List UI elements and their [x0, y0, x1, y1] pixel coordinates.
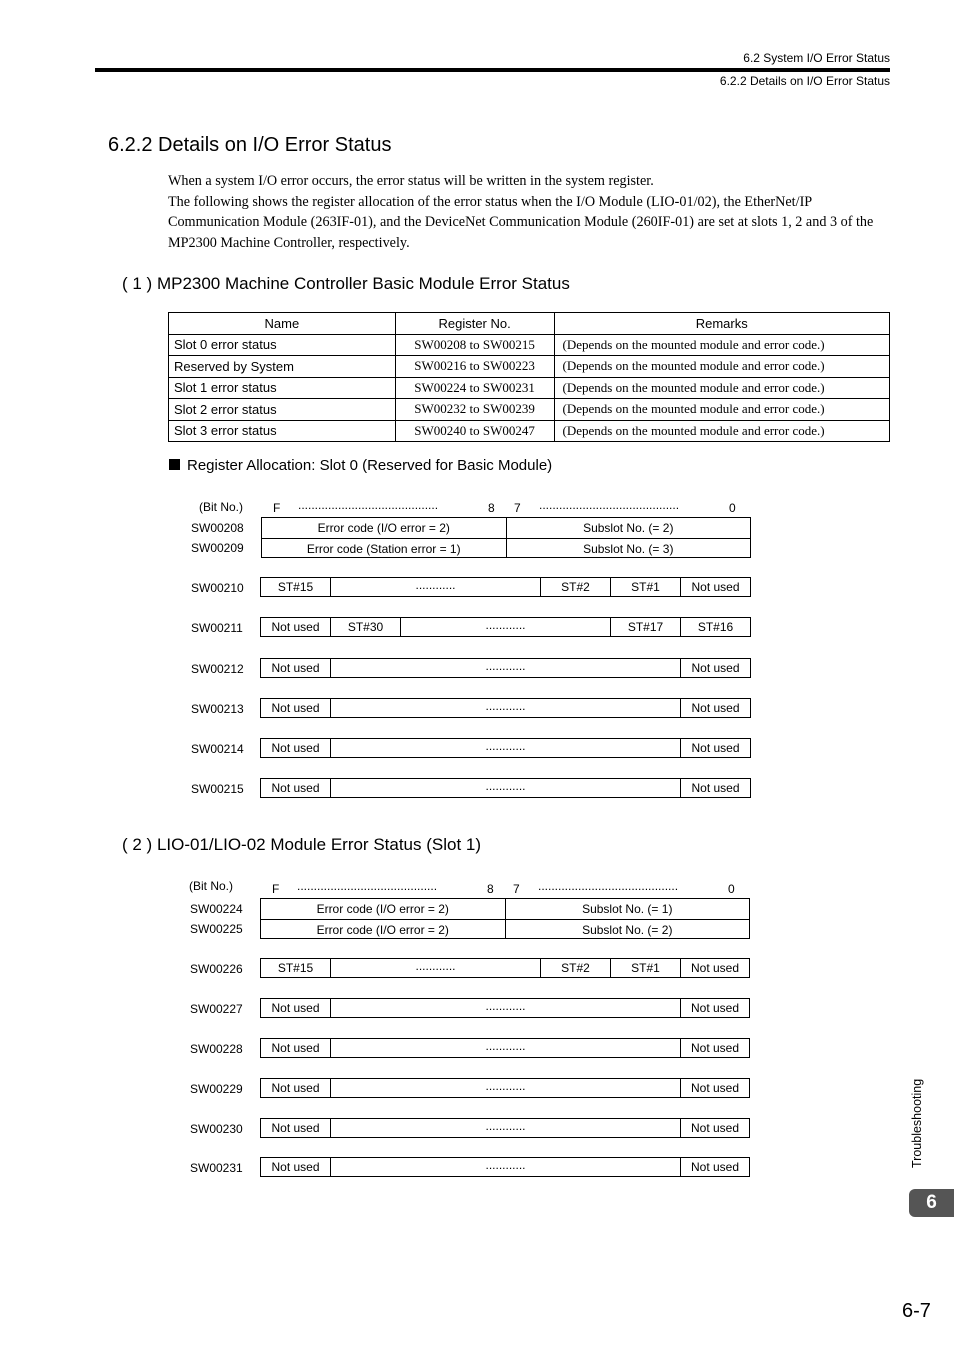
register-label: SW00228 — [190, 1042, 243, 1056]
section-title: 6.2.2 Details on I/O Error Status — [108, 134, 392, 156]
register-label: SW00208 — [191, 521, 244, 535]
bit-cell: ST#16 — [697, 620, 734, 634]
error-code-cell: Error code (I/O error = 2) — [262, 518, 507, 538]
error-status-table — [168, 312, 890, 442]
bit-dots: .......................................... — [539, 498, 680, 512]
register-row — [260, 658, 751, 678]
bit-dots-cell: ............ — [331, 779, 681, 797]
bit-cell: Not used — [261, 1158, 331, 1176]
bit-cell: Not used — [690, 1001, 740, 1015]
bit-cell: Not used — [690, 1041, 740, 1055]
bit-cell: Not used — [261, 779, 331, 797]
table-header-row — [169, 313, 890, 335]
bit-0-label: 0 — [728, 882, 735, 896]
table-cell-register: SW00224 to SW00231 — [395, 377, 554, 399]
error-code-row — [262, 518, 750, 538]
register-row — [260, 998, 750, 1018]
register-row — [260, 1118, 750, 1138]
bit-cell: Not used — [261, 1039, 331, 1057]
bit-dots: .......................................... — [298, 498, 439, 512]
bit-dots: .......................................... — [538, 879, 679, 893]
header-subsection: 6.2.2 Details on I/O Error Status — [719, 74, 890, 88]
register-label: SW00231 — [190, 1161, 243, 1175]
subslot-cell: Subslot No. (= 1) — [582, 902, 673, 916]
register-allocation-label: Register Allocation: Slot 0 (Reserved for Basic Module) — [187, 457, 553, 474]
subslot-cell: Subslot No. (= 3) — [583, 541, 674, 556]
register-label: SW00229 — [190, 1082, 243, 1096]
square-bullet-icon — [169, 459, 180, 470]
bit-no-label: (Bit No.) — [189, 879, 234, 893]
table-cell-register: SW00240 to SW00247 — [395, 420, 554, 442]
table-cell-name: Slot 1 error status — [169, 377, 396, 399]
error-code-row — [261, 899, 749, 919]
bit-7-label: 7 — [514, 501, 521, 515]
table-cell-register: SW00216 to SW00223 — [395, 356, 554, 378]
table-row — [169, 377, 890, 399]
subsection-2-title: ( 2 ) LIO-01/LIO-02 Module Error Status (Slot 1) — [122, 835, 482, 854]
register-label: SW00225 — [190, 922, 243, 936]
bit-dots-cell: ............ — [331, 1039, 681, 1057]
register-label: SW00226 — [190, 962, 243, 976]
bit-f-label: F — [272, 882, 280, 896]
bit-cell: Not used — [690, 961, 740, 975]
bit-0-label: 0 — [729, 501, 736, 515]
bit-cell: Not used — [691, 741, 740, 755]
bit-cell: Not used — [261, 618, 331, 636]
chapter-tab: 6 — [909, 1189, 954, 1217]
error-code-row — [262, 538, 750, 558]
bit-cell: Not used — [690, 1121, 740, 1135]
bit-dots-cell: ............ — [331, 1158, 681, 1176]
table-cell-name: Slot 0 error status — [169, 334, 396, 356]
table-cell-name: Slot 3 error status — [169, 420, 396, 442]
register-row — [260, 778, 751, 798]
register-row — [260, 1078, 750, 1098]
bit-cell: Not used — [691, 781, 740, 795]
register-label: SW00227 — [190, 1002, 243, 1016]
table-row — [169, 334, 890, 356]
side-chapter-label: Troubleshooting — [910, 1078, 924, 1168]
table-cell-remarks: (Depends on the mounted module and error code.) — [554, 420, 890, 442]
register-row — [260, 698, 751, 718]
bit-cell: Not used — [261, 1079, 331, 1097]
table-cell-name: Slot 2 error status — [169, 399, 396, 421]
bit-cell: ST#2 — [541, 578, 611, 596]
bit-no-label: (Bit No.) — [199, 500, 244, 514]
bit-dots-cell: ............ — [331, 699, 681, 717]
error-code-cell: Error code (I/O error = 2) — [261, 899, 506, 919]
register-allocation-title — [169, 457, 552, 474]
table-cell-name: Reserved by System — [169, 356, 396, 378]
bit-cell: Not used — [691, 701, 740, 715]
error-code-cell: Error code (Station error = 1) — [262, 539, 507, 558]
bit-8-label: 8 — [487, 882, 494, 896]
table-cell-remarks: (Depends on the mounted module and error code.) — [554, 334, 890, 356]
table-header: Register No. — [395, 313, 554, 335]
register-label: SW00215 — [191, 782, 244, 796]
bit-f-label: F — [273, 501, 281, 515]
bit-cell: Not used — [690, 1160, 740, 1174]
bit-cell: ST#2 — [541, 959, 611, 977]
page-number: 6-7 — [902, 1300, 931, 1322]
bit-8-label: 8 — [488, 501, 495, 515]
bit-7-label: 7 — [513, 882, 520, 896]
table-cell-remarks: (Depends on the mounted module and error code.) — [554, 399, 890, 421]
error-code-row — [261, 919, 749, 939]
register-label: SW00224 — [190, 902, 243, 916]
subslot-cell: Subslot No. (= 2) — [582, 922, 673, 937]
error-code-cell: Error code (I/O error = 2) — [261, 920, 506, 939]
bit-cell: ST#1 — [611, 578, 681, 596]
bit-dots-cell: ............ — [331, 999, 681, 1017]
register-row — [260, 617, 751, 637]
intro-paragraph: The following shows the register allocation of the error status when the I/O Module (LIO-01/02), the EtherNet/IP Communication Module (263IF-01), and the DeviceNet Communication Module (260IF-01) are set at slots 1, 2 and 3 of the MP2300 Machine Controller, respectively. — [168, 193, 874, 251]
bit-cell: Not used — [261, 659, 331, 677]
register-label: SW00210 — [191, 581, 244, 595]
register-label: SW00213 — [191, 702, 244, 716]
register-row — [260, 738, 751, 758]
table-cell-remarks: (Depends on the mounted module and error code.) — [554, 377, 890, 399]
bit-cell: Not used — [261, 1119, 331, 1137]
bit-dots-cell: ............ — [401, 618, 611, 636]
table-cell-remarks: (Depends on the mounted module and error code.) — [554, 356, 890, 378]
register-row — [260, 1157, 750, 1177]
bit-cell: ST#15 — [261, 578, 331, 596]
bit-cell: Not used — [690, 1081, 740, 1095]
bit-dots: .......................................... — [297, 879, 438, 893]
register-row — [260, 577, 751, 597]
table-cell-register: SW00208 to SW00215 — [395, 334, 554, 356]
bit-dots-cell: ............ — [331, 659, 681, 677]
bit-dots-cell: ............ — [331, 578, 541, 596]
subsection-1-title: ( 1 ) MP2300 Machine Controller Basic Module Error Status — [122, 274, 570, 293]
table-row — [169, 399, 890, 421]
bit-cell: Not used — [261, 699, 331, 717]
table-row — [169, 420, 890, 442]
intro-text — [168, 171, 890, 253]
bit-cell: Not used — [691, 661, 740, 675]
table-header: Name — [169, 313, 396, 335]
bit-cell: Not used — [261, 999, 331, 1017]
bit-cell: ST#1 — [611, 959, 681, 977]
register-label: SW00211 — [191, 621, 243, 635]
error-code-box — [260, 898, 750, 939]
register-label: SW00209 — [191, 541, 244, 555]
header-rule — [95, 68, 890, 72]
register-row — [260, 958, 750, 978]
bit-cell: Not used — [691, 580, 740, 594]
register-row — [260, 1038, 750, 1058]
intro-paragraph: When a system I/O error occurs, the error status will be written in the system register. — [168, 173, 654, 189]
bit-cell: ST#15 — [261, 959, 331, 977]
table-row — [169, 356, 890, 378]
register-label: SW00214 — [191, 742, 244, 756]
table-header: Remarks — [554, 313, 890, 335]
bit-dots-cell: ............ — [331, 1119, 681, 1137]
error-code-box — [261, 517, 751, 558]
bit-cell: ST#17 — [611, 618, 681, 636]
bit-dots-cell: ............ — [331, 739, 681, 757]
bit-cell: Not used — [261, 739, 331, 757]
register-label: SW00230 — [190, 1122, 243, 1136]
header-section: 6.2 System I/O Error Status — [743, 51, 890, 65]
bit-dots-cell: ............ — [331, 959, 541, 977]
bit-cell: ST#30 — [331, 618, 401, 636]
subslot-cell: Subslot No. (= 2) — [583, 521, 674, 535]
table-cell-register: SW00232 to SW00239 — [395, 399, 554, 421]
bit-dots-cell: ............ — [331, 1079, 681, 1097]
register-label: SW00212 — [191, 662, 244, 676]
